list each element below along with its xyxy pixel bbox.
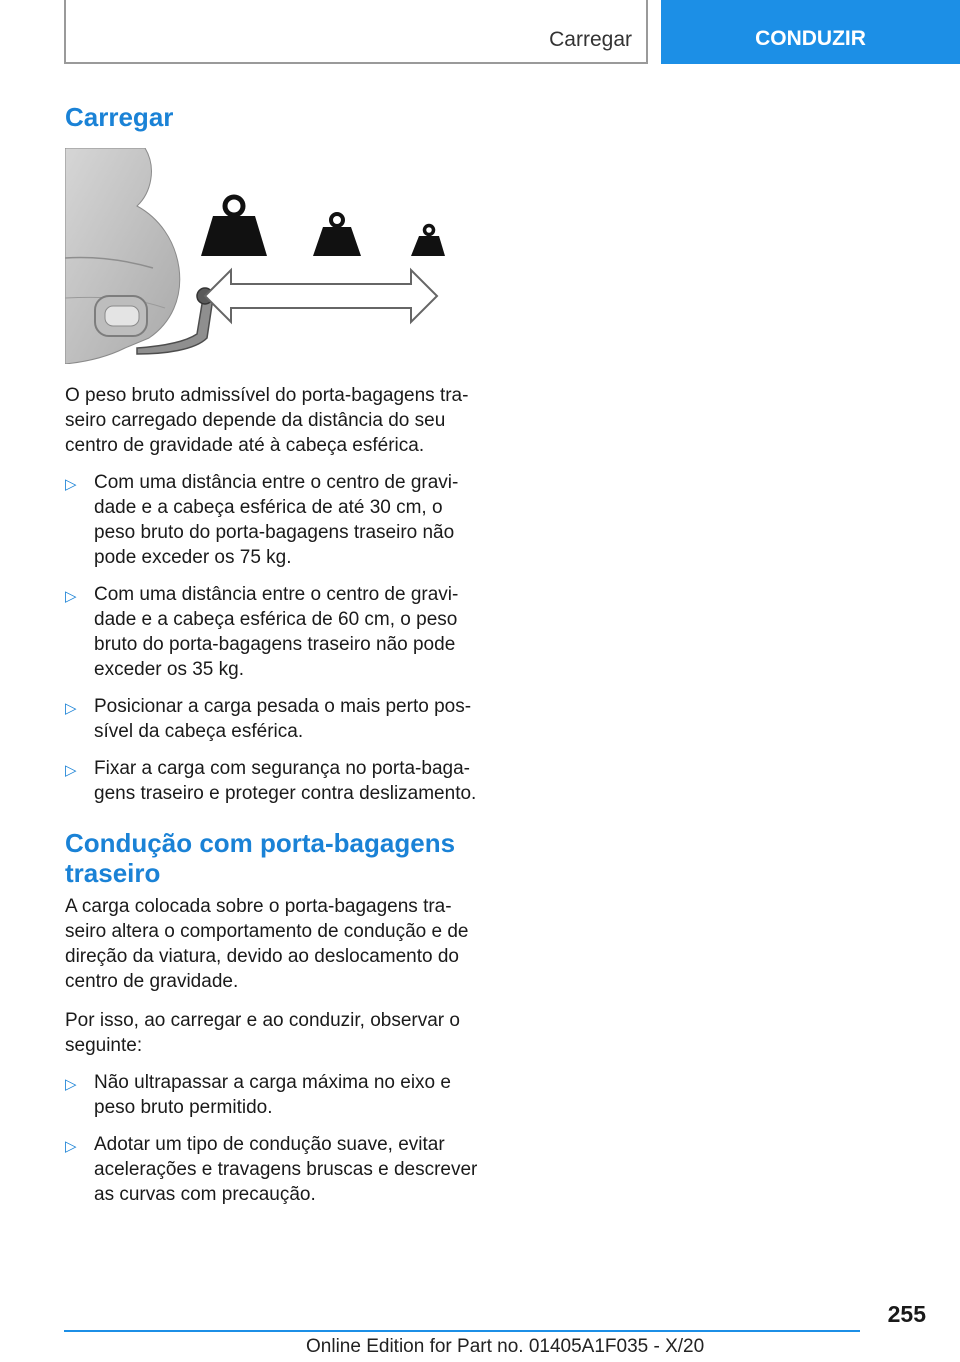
triangle-bullet-icon: ▷ bbox=[65, 762, 77, 779]
page-number: 255 bbox=[887, 1301, 926, 1327]
main-content bbox=[65, 100, 481, 1207]
load-distance-illustration bbox=[65, 148, 448, 364]
section-title-carregar: Carregar bbox=[65, 102, 174, 132]
footer-divider bbox=[64, 1330, 860, 1332]
triangle-bullet-icon: ▷ bbox=[65, 1076, 77, 1093]
list-item bbox=[65, 470, 481, 570]
list-item-text: Com uma distância entre o centro de gravi-dade e a cabeça esférica de até 30 cm, o peso bruto do porta-bagagens traseiro não pode exceder os 75 kg. bbox=[94, 472, 459, 568]
list-item bbox=[65, 694, 481, 744]
list-item bbox=[65, 756, 481, 806]
list-item-text: Com uma distância entre o centro de gravi-dade e a cabeça esférica de 60 cm, o peso bruto do porta-bagagens traseiro não pode exceder os 35 kg. bbox=[94, 584, 459, 680]
driving-paragraph-2: Por isso, ao carregar e ao conduzir, observar o seguinte: bbox=[65, 1010, 460, 1056]
list-item-text: Posicionar a carga pesada o mais perto pos-sível da cabeça esférica. bbox=[94, 696, 472, 742]
list-item-text: Fixar a carga com segurança no porta-baga-gens traseiro e proteger contra deslizamento. bbox=[94, 758, 477, 804]
list-item-text: Não ultrapassar a carga máxima no eixo e peso bruto permitido. bbox=[94, 1072, 451, 1118]
list-item bbox=[65, 582, 481, 682]
driving-paragraph-1: A carga colocada sobre o porta-bagagens tra-seiro altera o comportamento de condução e de direção da viatura, devido ao deslocamento do centro de gravidade. bbox=[65, 896, 469, 992]
triangle-bullet-icon: ▷ bbox=[65, 1138, 77, 1155]
load-rules-list bbox=[65, 470, 481, 806]
header-section-title: Carregar bbox=[549, 28, 632, 51]
list-item bbox=[65, 1070, 481, 1120]
distance-arrow-icon bbox=[205, 270, 437, 322]
triangle-bullet-icon: ▷ bbox=[65, 700, 77, 717]
list-item bbox=[65, 1132, 481, 1207]
triangle-bullet-icon: ▷ bbox=[65, 588, 77, 605]
header-chapter-tab[interactable]: CONDUZIR bbox=[661, 0, 960, 64]
intro-paragraph: O peso bruto admissível do porta-bagagens tra-seiro carregado depende da distância do seu centro de gravidade até à cabeça esférica. bbox=[65, 385, 469, 456]
footer-edition-text: Online Edition for Part no. 01405A1F035 - X/20 bbox=[306, 1336, 705, 1357]
weight-large-icon bbox=[201, 197, 267, 256]
list-item-text: Adotar um tipo de condução suave, evitar acelerações e travagens bruscas e descrever as curvas com precaução. bbox=[94, 1134, 478, 1205]
weight-medium-icon bbox=[313, 214, 361, 256]
section-title-driving: Condução com porta-bagagens traseiro bbox=[65, 828, 456, 888]
driving-rules-list bbox=[65, 1070, 481, 1207]
triangle-bullet-icon: ▷ bbox=[65, 476, 77, 493]
weight-small-icon bbox=[411, 226, 445, 257]
